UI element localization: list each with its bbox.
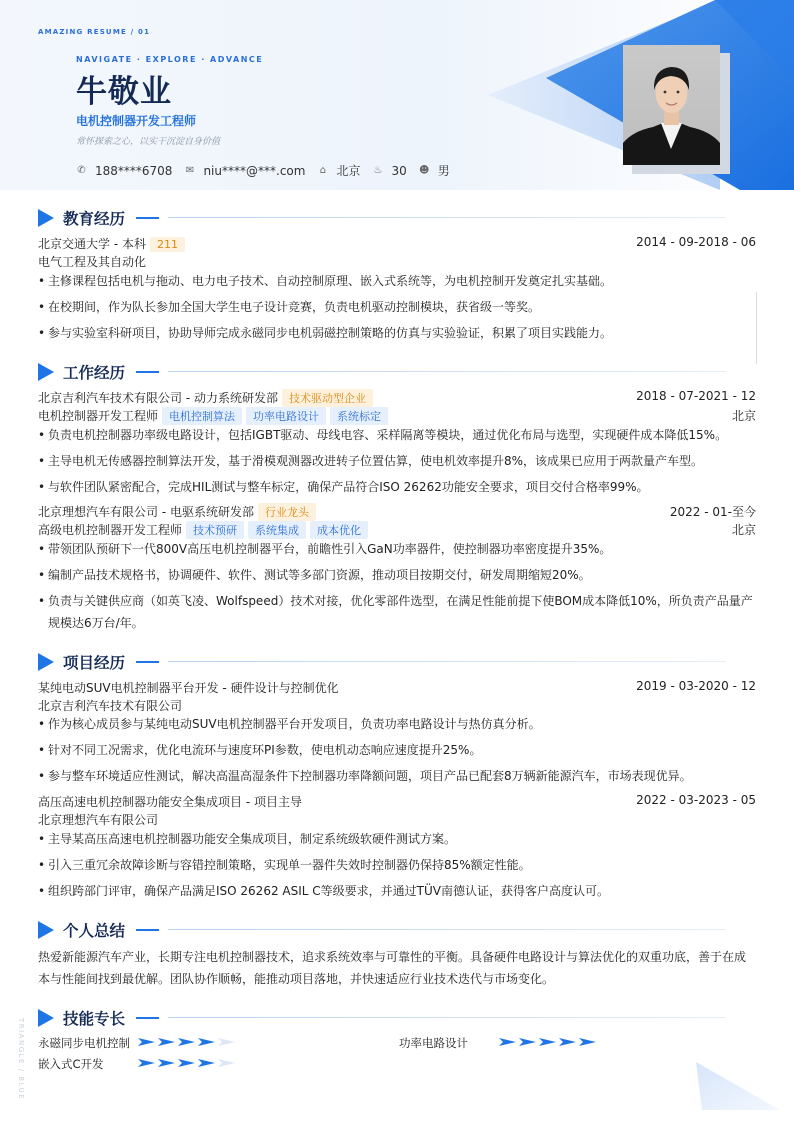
project-company: 北京理想汽车有限公司 bbox=[38, 813, 159, 827]
list-item: • 与软件团队紧密配合，完成HIL测试与整车标定，确保产品符合ISO 26262功能安全要求，项目交付合格率99%。 bbox=[38, 476, 756, 498]
section-title: 教育经历 bbox=[63, 210, 126, 228]
work-header bbox=[38, 389, 756, 407]
section-skills bbox=[38, 1007, 756, 1029]
section-arrow-icon bbox=[38, 363, 54, 381]
education-header bbox=[38, 235, 756, 252]
project-name: 某纯电动SUV电机控制器平台开发 - 硬件设计与控制优化 bbox=[38, 681, 339, 695]
list-item: • 负责与关键供应商（如英飞凌、Wolfspeed）技术对接，优化零部件选型，在满足性能前提下使BOM成本降低10%，所负责产品量产规模达6万台/年。 bbox=[38, 590, 756, 634]
brand-label: AMAZING RESUME / 01 bbox=[38, 28, 151, 36]
email-value: niu****@***.com bbox=[203, 163, 306, 178]
list-item: • 带领团队预研下一代800V高压电机控制器平台，前瞻性引入GaN功率器件，使控制器功率密度提升35%。 bbox=[38, 538, 756, 560]
project-header bbox=[38, 679, 756, 696]
contact-list bbox=[76, 162, 462, 179]
candidate-name: 牛敬业 bbox=[76, 74, 172, 110]
section-arrow-icon bbox=[38, 653, 54, 671]
city-value: 北京 bbox=[336, 164, 361, 178]
company-name: 北京理想汽车有限公司 - 电驱系统研发部 bbox=[38, 505, 254, 519]
section-title: 个人总结 bbox=[63, 922, 126, 940]
job-title: 电机控制器开发工程师 bbox=[76, 114, 197, 128]
profile-photo bbox=[623, 45, 720, 165]
role-name: 电机控制器开发工程师 bbox=[38, 409, 159, 423]
skill-name: 嵌入式C开发 bbox=[38, 1057, 104, 1071]
cake-icon: ♨ bbox=[373, 165, 383, 176]
education-period: 2014 - 09-2018 - 06 bbox=[636, 235, 756, 249]
work-role-row bbox=[38, 407, 756, 425]
skill-level-empty bbox=[218, 1038, 235, 1046]
list-item: • 引入三重冗余故障诊断与容错控制策略，实现单一器件失效时控制器仍保持85%额定性能。 bbox=[38, 854, 756, 876]
skill-name: 功率电路设计 bbox=[399, 1036, 468, 1050]
section-education bbox=[38, 207, 756, 229]
skill-level-filled bbox=[138, 1059, 155, 1067]
skill-level-filled bbox=[539, 1038, 556, 1046]
list-item: • 编制产品技术规格书，协调硬件、软件、测试等多部门资源，推动项目按期交付，研发周期缩短20%。 bbox=[38, 564, 756, 586]
summary-text: 热爱新能源汽车产业，长期专注电机控制器技术，追求系统效率与可靠性的平衡。具备硬件电路设计与算法优化的双重功底，善于在成本与性能间找到最优解。团队协作顺畅，能推动项目落地，并快速适应行业技术迭代与市场变化。 bbox=[38, 950, 747, 986]
skill-level-filled bbox=[178, 1059, 195, 1067]
skill-level-bar bbox=[138, 1037, 238, 1047]
project-name: 高压高速电机控制器功能安全集成项目 - 项目主导 bbox=[38, 795, 302, 809]
nav-tagline: NAVIGATE · EXPLORE · ADVANCE bbox=[76, 55, 264, 64]
list-item: • 参与整车环境适应性测试，解决高温高湿条件下控制器功率降额问题，项目产品已配套8万辆新能源汽车，市场表现优异。 bbox=[38, 765, 756, 787]
list-item: • 负责电机控制器功率级电路设计，包括IGBT驱动、母线电容、采样隔离等模块，通过优化布局与选型，实现硬件成本降低15%。 bbox=[38, 424, 756, 446]
skill-level-bar bbox=[138, 1058, 238, 1068]
contact-phone bbox=[76, 162, 172, 179]
work-location: 北京 bbox=[731, 409, 756, 423]
skill-tag: 功率电路设计 bbox=[246, 407, 326, 425]
skill-level-bar bbox=[499, 1037, 599, 1047]
home-icon: ⌂ bbox=[319, 165, 327, 176]
contact-gender bbox=[419, 162, 450, 179]
section-arrow-icon bbox=[38, 1009, 54, 1027]
list-item: • 作为核心成员参与某纯电动SUV电机控制器平台开发项目，负责功率电路设计与热仿真分析。 bbox=[38, 713, 756, 735]
section-title: 工作经历 bbox=[63, 364, 126, 382]
skill-level-filled bbox=[499, 1038, 516, 1046]
education-major: 电气工程及其自动化 bbox=[38, 255, 147, 269]
company-tag: 技术驱动型企业 bbox=[282, 389, 373, 407]
skill-tag: 系统集成 bbox=[248, 521, 306, 539]
list-item: • 主导某高压高速电机控制器功能安全集成项目，制定系统级软硬件测试方案。 bbox=[38, 828, 756, 850]
project-header bbox=[38, 793, 756, 810]
skill-level-empty bbox=[218, 1059, 235, 1067]
motto: 常怀探索之心，以实干沉淀自身价值 bbox=[76, 137, 221, 147]
list-item: • 在校期间，作为队长参加全国大学生电子设计竞赛，负责电机驱动控制模块，获省级一等奖。 bbox=[38, 296, 756, 318]
divider bbox=[756, 292, 757, 364]
skill-level-filled bbox=[579, 1038, 596, 1046]
skill-tag: 系统标定 bbox=[330, 407, 388, 425]
work-period: 2018 - 07-2021 - 12 bbox=[636, 389, 756, 403]
side-label: TRIANGLE / BLUE bbox=[17, 1018, 25, 1101]
skill-level-filled bbox=[198, 1059, 215, 1067]
section-arrow-icon bbox=[38, 209, 54, 227]
skill-tag: 技术预研 bbox=[186, 521, 244, 539]
school-name: 北京交通大学 - 本科 bbox=[38, 237, 146, 251]
skill-tag: 成本优化 bbox=[310, 521, 368, 539]
list-item: • 主导电机无传感器控制算法开发，基于滑模观测器改进转子位置估算，使电机效率提升8%，该成果已应用于两款量产车型。 bbox=[38, 450, 756, 472]
list-item: • 组织跨部门评审，确保产品满足ISO 26262 ASIL C等级要求，并通过TÜV南德认证，获得客户高度认可。 bbox=[38, 880, 756, 902]
list-item: • 针对不同工况需求，优化电流环与速度环PI参数，使电机动态响应速度提升25%。 bbox=[38, 739, 756, 761]
company-name: 北京吉利汽车技术有限公司 - 动力系统研发部 bbox=[38, 391, 278, 405]
person-avatar-icon bbox=[623, 45, 720, 165]
list-item: • 参与实验室科研项目，协助导师完成永磁同步电机弱磁控制策略的仿真与实验验证，积累了项目实践能力。 bbox=[38, 322, 756, 344]
gender-icon: ☻ bbox=[419, 165, 430, 176]
phone-value: 188****6708 bbox=[95, 163, 173, 178]
corner-triangle-decoration bbox=[690, 1060, 794, 1123]
work-header bbox=[38, 503, 756, 521]
work-location: 北京 bbox=[731, 523, 756, 537]
skill-level-filled bbox=[178, 1038, 195, 1046]
project-company: 北京吉利汽车技术有限公司 bbox=[38, 699, 183, 713]
section-summary bbox=[38, 919, 756, 941]
work-role-row bbox=[38, 521, 756, 539]
gender-value: 男 bbox=[437, 164, 450, 178]
section-work bbox=[38, 361, 756, 383]
skill-level-filled bbox=[158, 1059, 175, 1067]
section-arrow-icon bbox=[38, 921, 54, 939]
school-tag: 211 bbox=[150, 237, 185, 252]
section-title: 项目经历 bbox=[63, 654, 126, 672]
skill-level-filled bbox=[138, 1038, 155, 1046]
work-period: 2022 - 01-至今 bbox=[669, 505, 756, 519]
section-title: 技能专长 bbox=[63, 1010, 126, 1028]
list-item: • 主修课程包括电机与拖动、电力电子技术、自动控制原理、嵌入式系统等，为电机控制开发奠定扎实基础。 bbox=[38, 270, 756, 292]
project-period: 2022 - 03-2023 - 05 bbox=[636, 793, 756, 807]
company-tag: 行业龙头 bbox=[258, 503, 316, 521]
project-period: 2019 - 03-2020 - 12 bbox=[636, 679, 756, 693]
skill-level-filled bbox=[519, 1038, 536, 1046]
skill-level-filled bbox=[198, 1038, 215, 1046]
mail-icon: ✉ bbox=[185, 165, 195, 176]
skill-level-filled bbox=[559, 1038, 576, 1046]
skill-level-filled bbox=[158, 1038, 175, 1046]
contact-email bbox=[184, 162, 305, 179]
phone-icon: ✆ bbox=[77, 165, 86, 176]
contact-city bbox=[317, 162, 360, 179]
contact-age bbox=[372, 162, 406, 179]
skill-tag: 电机控制算法 bbox=[162, 407, 242, 425]
role-name: 高级电机控制器开发工程师 bbox=[38, 523, 183, 537]
section-projects bbox=[38, 651, 756, 673]
skill-name: 永磁同步电机控制 bbox=[38, 1036, 130, 1050]
age-value: 30 bbox=[391, 163, 407, 178]
